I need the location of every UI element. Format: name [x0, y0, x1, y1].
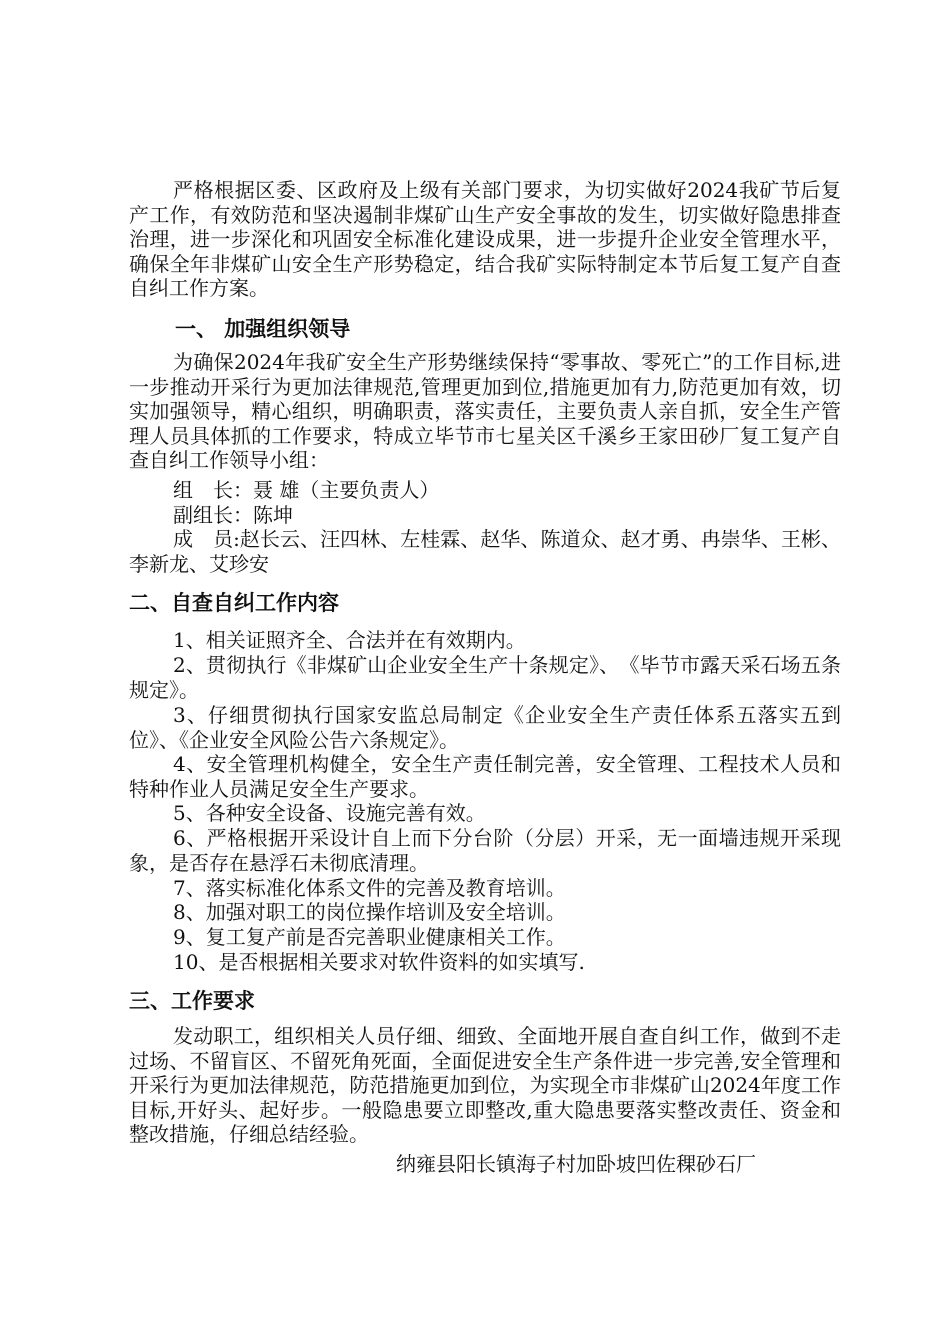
- list-item: 8、加强对职工的岗位操作培训及安全培训。: [173, 900, 566, 924]
- list-item: 5、各种安全设备、设施完善有效。: [173, 801, 486, 825]
- list-item: 6、严格根据开采设计自上而下分台阶（分层）开采，无一面墙违规开采现象，是否存在悬浮石未彻底清理。: [129, 826, 841, 875]
- intro-paragraph: 严格根据区委、区政府及上级有关部门要求，为切实做好2024我矿节后复产工作，有效防范和坚决遏制非煤矿山生产安全事故的发生，切实做好隐患排查治理，进一步深化和巩固安全标准化建设成果，进一步提升企业安全管理水平，确保全年非煤矿山安全生产形势稳定，结合我矿实际特制定本节后复工复产自查自纠工作方案。: [129, 178, 841, 300]
- list-item: 9、复工复产前是否完善职业健康相关工作。: [173, 925, 566, 949]
- team-members-line: 成 员:赵长云、汪四林、左桂霖、赵华、陈道众、赵才勇、冉崇华、王彬、李新龙、艾珍安: [129, 527, 841, 576]
- section-3-paragraph: 发动职工，组织相关人员仔细、细致、全面地开展自查自纠工作，做到不走过场、不留盲区、不留死角死面，全面促进安全生产条件进一步完善,安全管理和开采行为更加法律规范，防范措施更加到位，为实现全市非煤矿山2024年度工作目标,开好头、起好步。一般隐患要立即整改,重大隐患要落实整改责任、资金和整改措施，仔细总结经验。: [129, 1024, 841, 1146]
- team-leader-line: 组 长：聂 雄（主要负责人）: [173, 478, 440, 502]
- list-item: 3、仔细贯彻执行国家安监总局制定《企业安全生产责任体系五落实五到位》、《企业安全风险公告六条规定》。: [129, 703, 841, 752]
- signature-company-name: 纳雍县阳长镇海子村加卧坡凹佐稞砂石厂: [396, 1152, 756, 1176]
- section-1-paragraph: 为确保2024年我矿安全生产形势继续保持“零事故、零死亡”的工作目标,进一步推动开采行为更加法律规范,管理更加到位,措施更加有力,防范更加有效，切实加强领导，精心组织，明确职责，落实责任，主要负责人亲自抓，安全生产管理人员具体抓的工作要求，特成立毕节市七星关区千溪乡王家田砂厂复工复产自查自纠工作领导小组：: [129, 350, 841, 472]
- section-3-heading: 三、工作要求: [129, 989, 255, 1013]
- list-item: 1、相关证照齐全、合法并在有效期内。: [173, 628, 526, 652]
- list-item: 10、是否根据相关要求对软件资料的如实填写.: [173, 950, 585, 974]
- section-2-heading: 二、自查自纠工作内容: [129, 591, 339, 615]
- list-item: 2、贯彻执行《非煤矿山企业安全生产十条规定》、 《毕节市露天采石场五条规定》。: [129, 653, 841, 702]
- deputy-leader-line: 副组长：陈坤: [173, 503, 293, 527]
- section-1-heading: 一、 加强组织领导: [175, 317, 351, 341]
- list-item: 4、安全管理机构健全，安全生产责任制完善，安全管理、工程技术人员和特种作业人员满足安全生产要求。: [129, 752, 841, 801]
- list-item: 7、落实标准化体系文件的完善及教育培训。: [173, 876, 566, 900]
